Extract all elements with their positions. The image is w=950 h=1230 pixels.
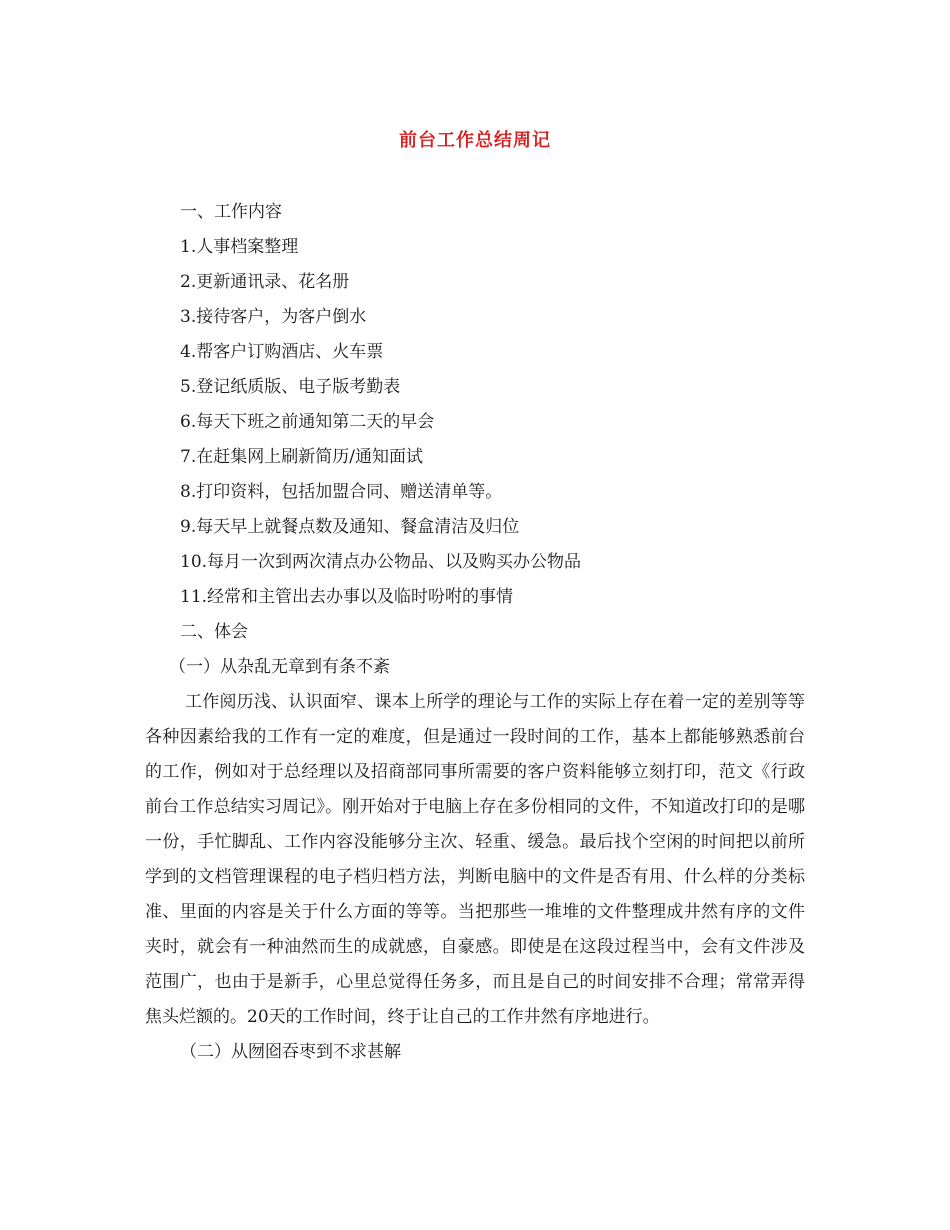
list-item: 4.帮客户订购酒店、火车票 [180,342,384,362]
list-item: 2.更新通讯录、花名册 [180,272,350,292]
list-item: 7.在赶集网上刷新简历/通知面试 [180,447,423,467]
section-heading-experience: 二、体会 [180,622,248,642]
list-item: 9.每天早上就餐点数及通知、餐盒清洁及归位 [180,517,520,537]
list-item: 10.每月一次到两次清点办公物品、以及购买办公物品 [180,552,582,572]
list-item: 11.经常和主管出去办事以及临时吩咐的事情 [180,587,514,607]
list-item: 3.接待客户，为客户倒水 [180,307,367,327]
subsection-heading-1: （一）从杂乱无章到有条不紊 [169,657,390,677]
subsection-heading-2: （二）从囫囵吞枣到不求甚解 [180,1042,401,1062]
list-item: 5.登记纸质版、电子版考勤表 [180,377,401,397]
body-paragraph: 工作阅历浅、认识面窄、课本上所学的理论与工作的实际上存在着一定的差别等等各种因素给我的工作有一定的难度，但是通过一段时间的工作，基本上都能够熟悉前台的工作，例如对于总经理以及招商部同事所需要的客户资料能够立刻打印，范文《行政前台工作总结实习周记》。刚开始对于电脑上存在多份相同的文件，不知道改打印的是哪一份，手忙脚乱、工作内容没能够分主次、轻重、缓急。最后找个空闲的时间把以前所学到的文档管理课程的电子档归档方法，判断电脑中的文件是否有用、什么样的分类标准、里面的内容是关于什么方面的等等。当把那些一堆堆的文件整理成井然有序的文件夹时，就会有一种油然而生的成就感，自豪感。即使是在这段过程当中，会有文件涉及范围广，也由于是新手，心里总觉得任务多，而且是自己的时间安排不合理；常常弄得焦头烂额的。20天的工作时间，终于让自己的工作井然有序地进行。 [145,692,805,1027]
document-title: 前台工作总结周记 [399,130,551,151]
document-body [145,195,805,1070]
list-item: 8.打印资料，包括加盟合同、赠送清单等。 [180,482,503,502]
list-item: 1.人事档案整理 [180,237,299,257]
section-heading-work-content: 一、工作内容 [180,202,282,222]
work-item-list [145,230,805,615]
list-item: 6.每天下班之前通知第二天的早会 [180,412,435,432]
